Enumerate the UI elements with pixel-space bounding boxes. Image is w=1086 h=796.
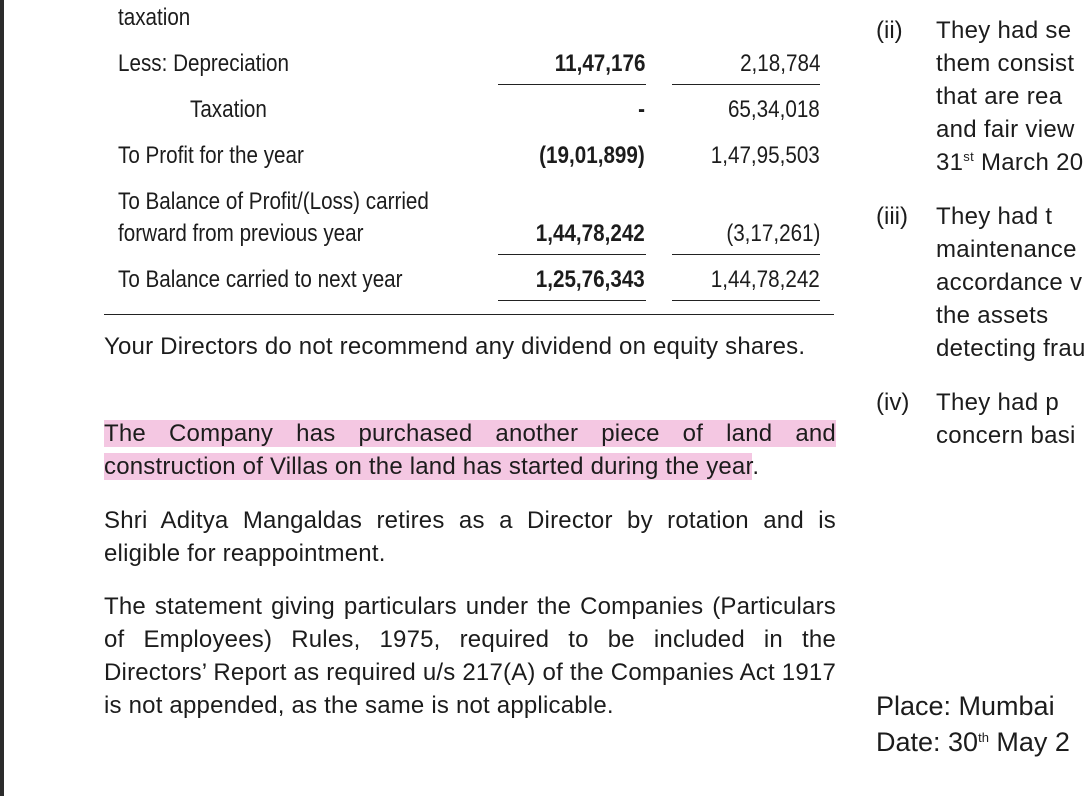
row-previous-value: 1,47,95,503 [710,142,820,169]
row-previous-value: 2,18,784 [739,50,820,77]
item-line: They had se [936,17,1072,44]
row-current-value: (19,01,899) [539,142,645,169]
highlighted-text[interactable]: The Company has purchased another piece of land and construction of Villas on the land has started during the year [104,420,836,480]
item-line: them consist [936,50,1075,77]
land-paragraph-tail: . [752,453,760,480]
row-previous-value: (3,17,261) [725,220,820,247]
row-label: To Profit for the year [118,142,304,169]
row-label: Taxation [190,96,267,123]
item-line: detecting frau [936,335,1086,362]
total-rule [498,300,646,301]
statement-paragraph: The statement giving particulars under the Companies (Particulars of Employees) Rules, 1975, required to be included in the Directors’ Report as required u/s 217(A) of the Companies Act 1917 is not appended, as the same is not applicable. [104,593,836,719]
row-current-value: - [638,96,645,123]
dividend-paragraph: Your Directors do not recommend any dividend on equity shares. [104,333,806,360]
table-top-fragment: taxation [118,4,191,31]
item-line: maintenance [936,236,1077,263]
date-line: Date: 30th May 2 [876,727,1070,757]
row-label-line2: forward from previous year [118,220,364,247]
land-paragraph [104,417,836,483]
table-bottom-rule [104,314,834,315]
row-current-value: 11,47,176 [554,50,645,77]
item-line: accordance v [936,269,1083,296]
subtotal-rule [672,84,820,85]
item-line: and fair view [936,116,1075,143]
row-label-line1: To Balance of Profit/(Loss) carried [118,188,429,215]
director-paragraph: Shri Aditya Mangaldas retires as a Director by rotation and is eligible for reappointment. [104,507,836,567]
subtotal-rule [498,84,646,85]
item-marker: (iv) [876,389,910,416]
list-item [936,386,1086,452]
item-line: concern basi [936,422,1076,449]
row-label: Less: Depreciation [118,50,289,77]
item-line: that are rea [936,83,1063,110]
item-line: the assets [936,302,1049,329]
item-line-date: 31st March 20 [936,149,1084,176]
row-label: To Balance carried to next year [118,266,403,293]
item-marker: (iii) [876,203,908,230]
page-edge [0,0,4,796]
subtotal-rule [672,254,820,255]
subtotal-rule [498,254,646,255]
row-previous-value: 1,44,78,242 [710,266,820,293]
row-current-value: 1,25,76,343 [535,266,645,293]
list-item [936,200,1086,365]
item-line: They had t [936,203,1053,230]
total-rule [672,300,820,301]
list-item [936,14,1086,179]
item-marker: (ii) [876,17,903,44]
item-line: They had p [936,389,1060,416]
row-current-value: 1,44,78,242 [535,220,645,247]
row-previous-value: 65,34,018 [728,96,820,123]
place-line: Place: Mumbai [876,691,1055,721]
